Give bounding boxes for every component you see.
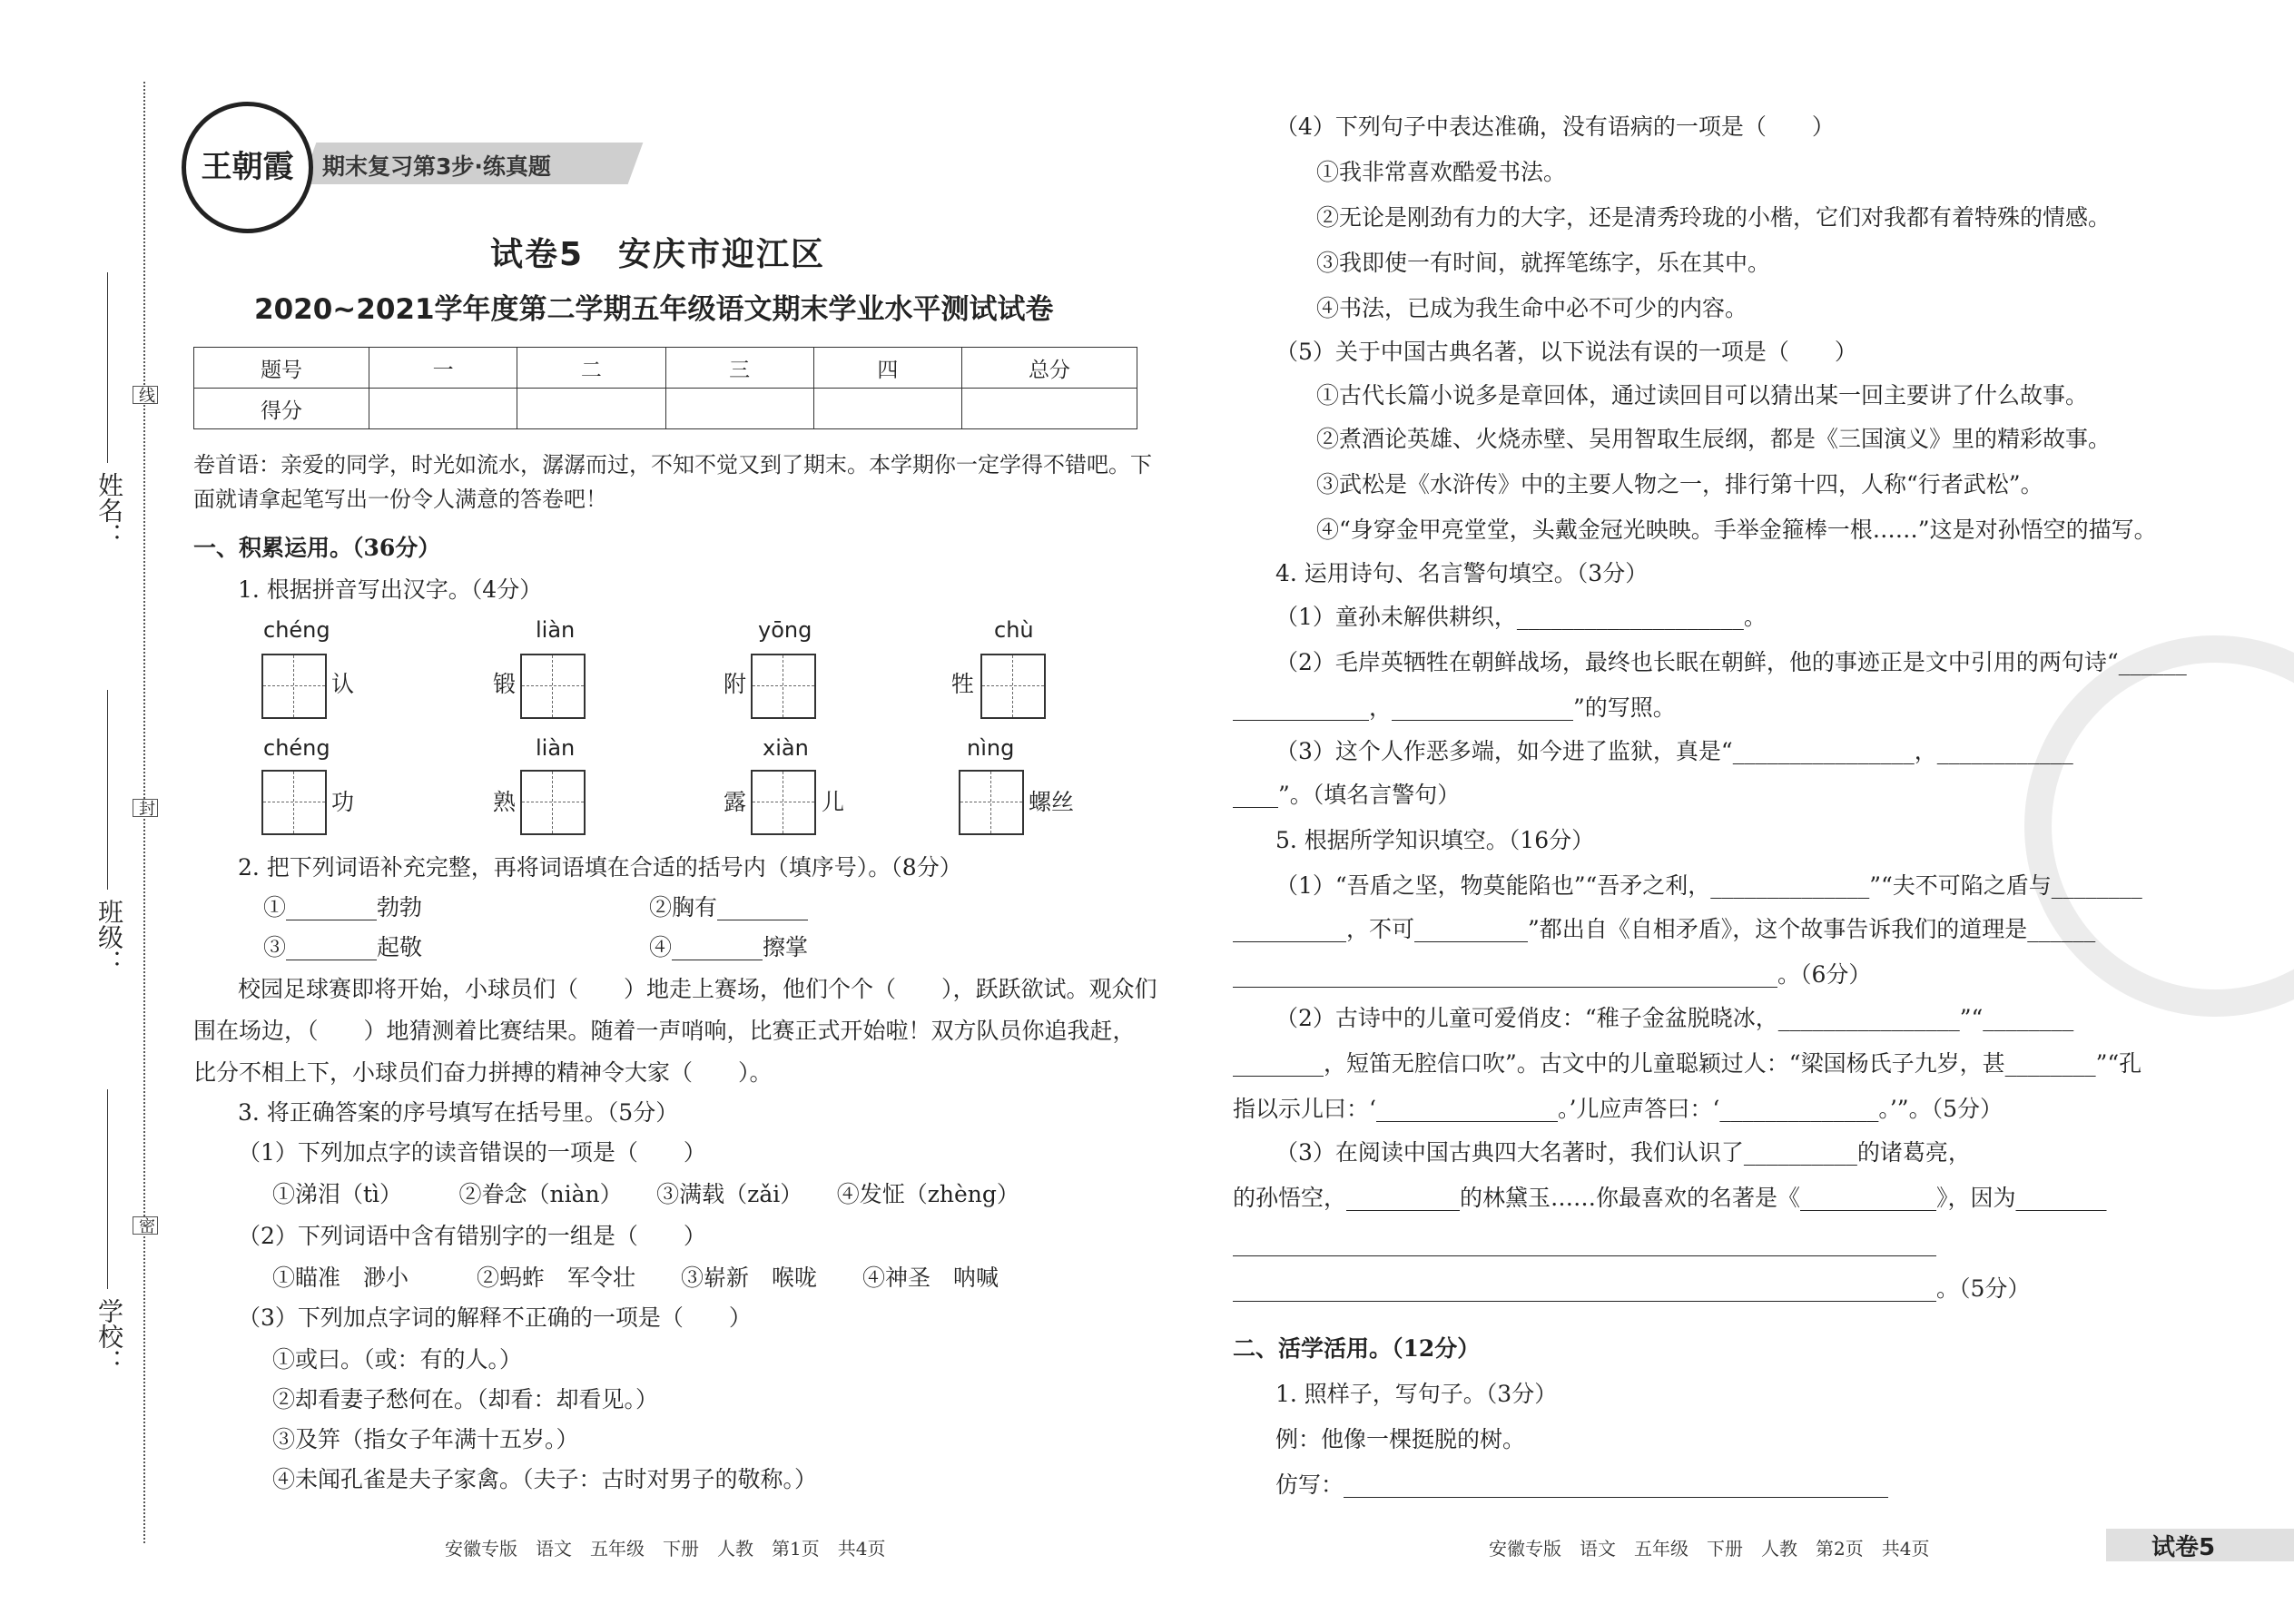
footer-page-2: 安徽专版 语文 五年级 下册 人教 第2页 共4页 [1489, 1538, 1930, 1560]
score-header-cell: 一 [369, 348, 517, 389]
pinyin-label: chéng [263, 617, 330, 643]
question-line: 1. 根据拼音写出汉字。（4分） [238, 576, 543, 603]
char-box[interactable] [520, 654, 586, 719]
seal-mark-mi: 密 [133, 1216, 158, 1235]
question-line: （1）下列加点字的读音错误的一项是（ ） [238, 1139, 706, 1166]
example-line: 例：他像一棵挺脱的树。 [1275, 1426, 1526, 1452]
pinyin-label: liàn [536, 617, 576, 643]
paper-subtitle: 2020~2021学年度第二学期五年级语文期末学业水平测试试卷 [254, 293, 1054, 326]
brand-logo: 王朝霞 [182, 102, 313, 233]
school-label: 学校： [94, 1298, 124, 1374]
char-box[interactable] [261, 770, 327, 835]
footer-page-1: 安徽专版 语文 五年级 下册 人教 第1页 共4页 [445, 1538, 886, 1560]
watermark-stamp [2024, 635, 2294, 1017]
fill-line[interactable]: （2）古诗中的儿童可爱俏皮：“稚子金盆脱晓冰，________________”“________ [1275, 1005, 2074, 1031]
fill-line[interactable]: 指以示儿曰：‘________________。’儿应声答曰：‘______________。’”。（5分） [1233, 1096, 2003, 1122]
pinyin-label: nìng [967, 735, 1015, 761]
section-heading: 二、活学活用。（12分） [1233, 1335, 1481, 1362]
char-box[interactable] [751, 770, 816, 835]
fill-line[interactable]: 仿写：________________________________________________ [1275, 1471, 1889, 1498]
pinyin-label: yōng [758, 617, 812, 643]
fill-line[interactable]: ______________________________________________________________ [1233, 1230, 1936, 1256]
option-line: ④“身穿金甲亮堂堂，头戴金冠光映映。手举金箍棒一根……”这是对孙悟空的描写。 [1316, 517, 2157, 543]
name-line [107, 272, 108, 463]
score-header-cell: 四 [813, 348, 961, 389]
fill-line[interactable]: （3）这个人作恶多端，如今进了监狱，真是“________________，____________ [1275, 738, 2073, 764]
score-cell[interactable] [813, 389, 961, 429]
fill-line[interactable]: （3）在阅读中国古典四大名著时，我们认识了__________的诸葛亮， [1275, 1139, 1971, 1166]
class-label: 班级： [94, 899, 124, 975]
pinyin-label: chéng [263, 735, 330, 761]
option-line: ①古代长篇小说多是章回体，通过读回目可以猜出某一回主要讲了什么故事。 [1316, 382, 2089, 408]
pinyin-label: xiàn [763, 735, 809, 761]
score-cell[interactable] [369, 389, 517, 429]
fill-line[interactable]: ______________________________________________________________。（5分） [1233, 1275, 2031, 1302]
question-line: （2）下列词语中含有错别字的一组是（ ） [238, 1223, 706, 1249]
char-text: 认 [331, 671, 355, 697]
char-box[interactable] [980, 654, 1046, 719]
option-line: ③我即使一有时间，就挥笔练字，乐在其中。 [1316, 250, 1771, 276]
preface-line: 面就请拿起笔写出一份令人满意的答卷吧！ [193, 487, 607, 512]
char-text: 附 [724, 671, 747, 697]
char-text: 螺丝 [1029, 789, 1075, 815]
pinyin-label: chù [994, 617, 1034, 643]
char-box[interactable] [520, 770, 586, 835]
passage-line: 校园足球赛即将开始，小球员们（ ）地走上赛场，他们个个（ ），跃跃欲试。观众们 [238, 976, 1157, 1002]
preface-line: 卷首语：亲爱的同学，时光如流水，潺潺而过，不知不觉又到了期末。本学期你一定学得不错吧。下 [193, 452, 1152, 477]
school-line [107, 1089, 108, 1289]
question-line: 2. 把下列词语补充完整，再将词语填在合适的括号内（填序号）。（8分） [238, 854, 962, 881]
seal-mark-xian: 线 [133, 386, 158, 404]
passage-line: 围在场边，（ ）地猜测着比赛结果。随着一声哨响，比赛正式开始啦！双方队员你追我赶， [193, 1018, 1136, 1044]
char-text: 儿 [822, 789, 845, 815]
score-header-cell: 题号 [194, 348, 369, 389]
option-line: ①涕泪（tì） ②眷念（niàn） ③满载（zǎi） ④发怔（zhèng） [272, 1181, 1019, 1207]
score-row-label: 得分 [194, 389, 369, 429]
fill-line[interactable]: 的孙悟空，__________的林黛玉……你最喜欢的名著是《____________》，因为________ [1233, 1185, 2107, 1211]
name-label: 姓名： [94, 472, 124, 548]
score-cell[interactable] [665, 389, 813, 429]
option-line: ③武松是《水浒传》中的主要人物之一，排行第十四，人称“行者武松”。 [1316, 471, 2043, 497]
option-line: ①或曰。（或：有的人。） [272, 1346, 523, 1373]
option-line: ③________起敬 ④________擦掌 [263, 934, 809, 960]
score-cell[interactable] [517, 389, 665, 429]
passage-line: 比分不相上下，小球员们奋力拼搏的精神令大家（ ）。 [193, 1059, 773, 1086]
char-text: 熟 [493, 789, 517, 815]
char-text: 锻 [493, 671, 517, 697]
fill-line[interactable]: ____________，________________”的写照。 [1233, 694, 1676, 721]
option-line: ③及笄（指女子年满十五岁。） [272, 1426, 579, 1452]
option-line: ②却看妻子愁何在。（却看：却看见。） [272, 1386, 659, 1412]
footer-badge: 试卷5 [2151, 1534, 2216, 1561]
char-text: 功 [331, 789, 355, 815]
score-header-cell: 三 [665, 348, 813, 389]
pinyin-label: liàn [536, 735, 576, 761]
fill-line[interactable]: ________________________________________________。（6分） [1233, 961, 1872, 988]
option-line: ①________勃勃 ②胸有________ [263, 894, 809, 920]
score-table [193, 347, 1137, 429]
question-line: 4. 运用诗句、名言警句填空。（3分） [1275, 560, 1649, 586]
score-header-cell: 总分 [962, 348, 1137, 389]
paper-title: 试卷5 安庆市迎江区 [490, 236, 826, 273]
option-line: ②无论是刚劲有力的大字，还是清秀玲珑的小楷，它们对我都有着特殊的情感。 [1316, 204, 2112, 231]
fill-line[interactable]: （1）“吾盾之坚，物莫能陷也”“吾矛之利，______________”“夫不可陷之盾与________ [1275, 872, 2142, 899]
question-line: （5）关于中国古典名著，以下说法有误的一项是（ ） [1275, 339, 1857, 365]
question-line: （4）下列句子中表达准确，没有语病的一项是（ ） [1275, 113, 1835, 140]
section-heading: 一、积累运用。（36分） [193, 535, 441, 561]
header-band-text: 期末复习第3步·练真题 [322, 153, 551, 180]
fill-line[interactable]: __________，不可__________”都出自《自相矛盾》，这个故事告诉我们的道理是______ [1233, 916, 2096, 942]
char-box[interactable] [261, 654, 327, 719]
option-line: ①我非常喜欢酷爱书法。 [1316, 159, 1567, 185]
fill-line[interactable]: ____”。（填名言警句） [1233, 782, 1461, 808]
char-text: 牲 [951, 671, 975, 697]
question-line: 5. 根据所学知识填空。（16分） [1275, 827, 1595, 853]
question-line: 1. 照样子，写句子。（3分） [1275, 1381, 1558, 1407]
char-box[interactable] [959, 770, 1024, 835]
class-line [107, 690, 108, 890]
option-line: ④书法，已成为我生命中必不可少的内容。 [1316, 295, 1748, 321]
score-header-cell: 二 [517, 348, 665, 389]
option-line: ①瞄准 渺小 ②蚂蚱 军令壮 ③崭新 喉咙 ④神圣 呐喊 [272, 1265, 999, 1291]
fill-line[interactable]: ________，短笛无腔信口吹”。古文中的儿童聪颖过人：“梁国杨氏子九岁，甚________”“孔 [1233, 1050, 2142, 1077]
question-line: 3. 将正确答案的序号填写在括号里。（5分） [238, 1099, 679, 1126]
fill-line[interactable]: （1）童孙未解供耕织，____________________。 [1275, 604, 1767, 630]
option-line: ②煮酒论英雄、火烧赤壁、吴用智取生辰纲，都是《三国演义》里的精彩故事。 [1316, 426, 2112, 452]
option-line: ④未闻孔雀是夫子家禽。（夫子：古时对男子的敬称。） [272, 1466, 818, 1492]
seal-mark-feng: 封 [133, 799, 158, 817]
char-text: 露 [724, 789, 747, 815]
fill-line[interactable]: （2）毛岸英牺牲在朝鲜战场，最终也长眠在朝鲜，他的事迹正是文中引用的两句诗“______ [1275, 649, 2187, 675]
question-line: （3）下列加点字词的解释不正确的一项是（ ） [238, 1304, 752, 1331]
score-cell[interactable] [962, 389, 1137, 429]
char-box[interactable] [751, 654, 816, 719]
